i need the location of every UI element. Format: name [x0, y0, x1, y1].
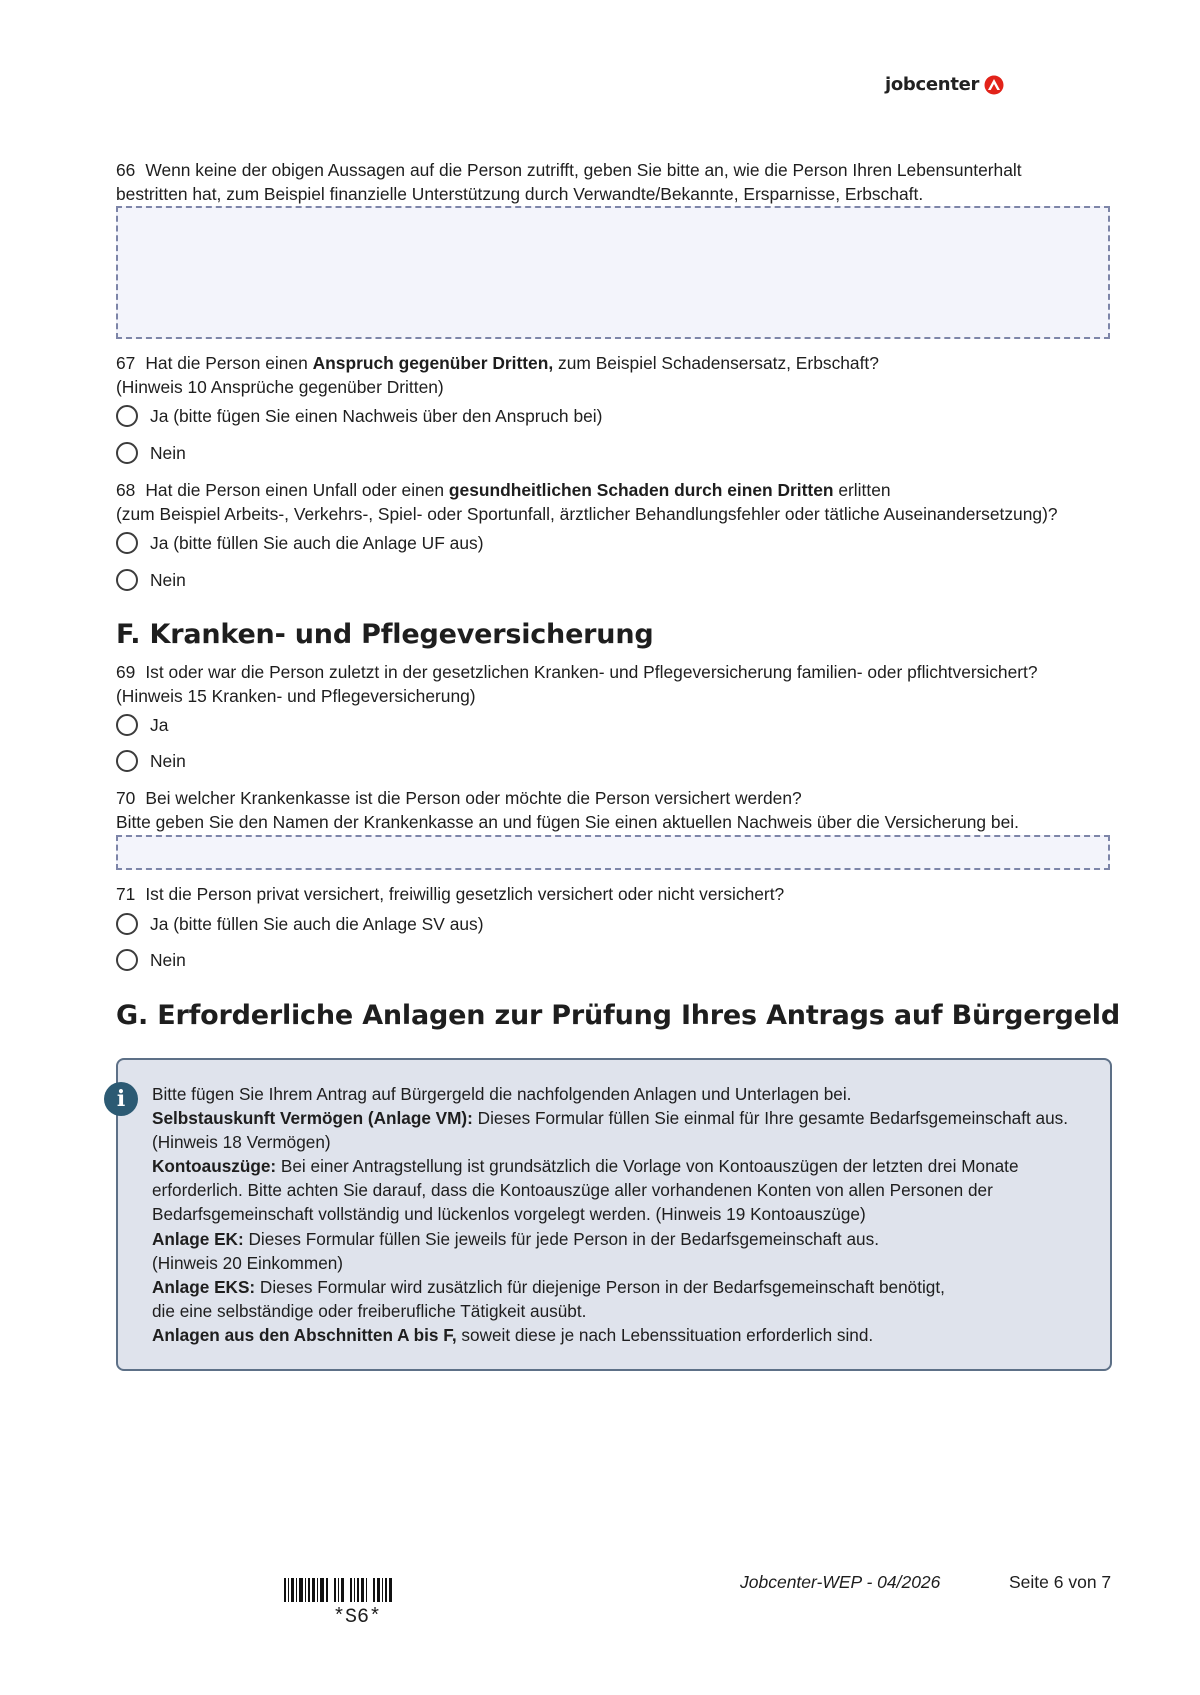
question-text: Bei welcher Krankenkasse ist die Person oder möchte die Person versichert werden?: [145, 788, 802, 808]
q71-option-yes[interactable]: [116, 911, 484, 937]
form-id: Jobcenter-WEP - 04/2026: [740, 1572, 941, 1592]
q68-option-yes[interactable]: [116, 530, 484, 556]
health-insurance-input[interactable]: [116, 835, 1110, 870]
question-text-pre: Hat die Person einen Unfall oder einen: [145, 480, 449, 500]
question-number: 69: [116, 662, 136, 682]
question-text-bold: Anspruch gegenüber Dritten,: [312, 353, 554, 373]
question-text: Ist oder war die Person zuletzt in der gesetzlichen Kranken- und Pflegeversicherung familien- oder pflichtversichert?: [145, 662, 1038, 682]
info-ek: [152, 1227, 1102, 1251]
question-text-post: erlitten: [833, 480, 891, 500]
option-label: Nein: [150, 569, 186, 590]
question-text: Ist die Person privat versichert, freiwillig gesetzlich versichert oder nicht versichert?: [145, 884, 785, 904]
question-text-post: zum Beispiel Schadensersatz, Erbschaft?: [553, 353, 879, 373]
info-vm: [152, 1106, 1102, 1130]
question-text-line2: bestritten hat, zum Beispiel finanzielle Unterstützung durch Verwandte/Bekannte, Ersparnisse, Erbschaft.: [116, 184, 924, 204]
question-text: Wenn keine der obigen Aussagen auf die Person zutrifft, geben Sie bitte an, wie die Person Ihren Lebensunterhalt: [145, 160, 1022, 180]
info-line: die eine selbständige oder freiberufliche Tätigkeit ausübt.: [152, 1300, 587, 1321]
info-desc: Dieses Formular wird zusätzlich für diejenige Person in der Bedarfsgemeinschaft benötigt,: [255, 1276, 945, 1297]
radio-button[interactable]: [116, 750, 138, 772]
info-icon: i: [104, 1082, 138, 1116]
question-66: [116, 158, 1106, 206]
info-hint: (Hinweis 18 Vermögen): [152, 1132, 331, 1153]
info-label: Anlage EKS:: [152, 1276, 256, 1297]
info-label: Anlage EK:: [152, 1228, 244, 1249]
info-label: Kontoauszüge:: [152, 1156, 277, 1177]
section-f-heading: F. Kranken- und Pflegeversicherung: [116, 619, 654, 650]
question-text-bold: gesundheitlichen Schaden durch einen Dritten: [448, 480, 834, 500]
info-konto: [152, 1154, 1102, 1178]
radio-button[interactable]: [116, 714, 138, 736]
info-desc: Dieses Formular füllen Sie jeweils für jede Person in der Bedarfsgemeinschaft aus.: [243, 1228, 879, 1249]
question-67: [116, 351, 1106, 399]
barcode: [284, 1578, 394, 1602]
info-desc: soweit diese je nach Lebenssituation erforderlich sind.: [456, 1324, 874, 1345]
question-69: [116, 660, 1200, 708]
option-label: Ja (bitte füllen Sie auch die Anlage SV aus): [150, 913, 484, 934]
radio-button[interactable]: [116, 405, 138, 427]
page-number: Seite 6 von 7: [1009, 1572, 1112, 1592]
info-text: [152, 1082, 1102, 1347]
question-70: [116, 786, 1200, 834]
info-hint: (Hinweis 20 Einkommen): [152, 1252, 344, 1273]
info-eks: [152, 1275, 1102, 1299]
q67-option-no[interactable]: [116, 440, 186, 466]
info-line: erforderlich. Bitte achten Sie darauf, dass die Kontoauszüge aller vorhandenen Konten von allen Personen der: [152, 1180, 993, 1201]
section-g-heading: G. Erforderliche Anlagen zur Prüfung Ihres Antrags auf Bürgergeld: [116, 1000, 1120, 1031]
info-line: Bedarfsgemeinschaft vollständig und lückenlos vorgelegt werden. (Hinweis 19 Kontoauszüge): [152, 1204, 866, 1225]
option-label: Ja: [150, 714, 169, 735]
question-text-pre: Hat die Person einen: [145, 353, 313, 373]
option-label: Nein: [150, 750, 186, 771]
option-label: Nein: [150, 949, 186, 970]
q69-option-yes[interactable]: [116, 712, 168, 738]
logo-text: jobcenter: [885, 74, 980, 95]
info-label: Selbstauskunft Vermögen (Anlage VM):: [152, 1108, 473, 1129]
question-hint: (Hinweis 10 Ansprüche gegenüber Dritten): [116, 377, 444, 397]
question-text-line2: Bitte geben Sie den Namen der Krankenkasse an und fügen Sie einen aktuellen Nachweis über die Versicherung bei.: [116, 812, 1019, 832]
radio-button[interactable]: [116, 532, 138, 554]
info-desc: Dieses Formular füllen Sie einmal für Ihre gesamte Bedarfsgemeinschaft aus.: [472, 1108, 1069, 1129]
question-number: 68: [116, 480, 136, 500]
question-number: 67: [116, 353, 136, 373]
option-label: Ja (bitte füllen Sie auch die Anlage UF aus): [150, 532, 484, 553]
barcode-text: *S6*: [333, 1606, 382, 1629]
q67-option-yes[interactable]: [116, 403, 602, 429]
radio-button[interactable]: [116, 569, 138, 591]
jobcenter-logo: [885, 74, 1005, 95]
question-71: [116, 882, 1106, 906]
radio-button[interactable]: [116, 949, 138, 971]
info-af: [152, 1323, 1102, 1347]
option-label: Nein: [150, 442, 186, 463]
radio-button[interactable]: [116, 442, 138, 464]
livelihood-textarea[interactable]: [116, 206, 1110, 339]
option-label: Ja (bitte fügen Sie einen Nachweis über den Anspruch bei): [150, 405, 603, 426]
q71-option-no[interactable]: [116, 947, 186, 973]
question-number: 66: [116, 160, 136, 180]
question-number: 71: [116, 884, 136, 904]
info-desc: Bei einer Antragstellung ist grundsätzlich die Vorlage von Kontoauszügen der letzten drei Monate: [276, 1156, 1019, 1177]
info-intro: Bitte fügen Sie Ihrem Antrag auf Bürgergeld die nachfolgenden Anlagen und Unterlagen bei.: [152, 1084, 852, 1104]
question-68: [116, 478, 1200, 526]
question-text-line2: (zum Beispiel Arbeits-, Verkehrs-, Spiel- oder Sportunfall, ärztlicher Behandlungsfehler oder tätliche Auseinandersetzung)?: [116, 504, 1058, 524]
radio-button[interactable]: [116, 913, 138, 935]
ba-arrow-logo-icon: [983, 75, 1005, 95]
question-hint: (Hinweis 15 Kranken- und Pflegeversicherung): [116, 686, 476, 706]
info-label: Anlagen aus den Abschnitten A bis F,: [152, 1324, 457, 1345]
q68-option-no[interactable]: [116, 567, 186, 593]
q69-option-no[interactable]: [116, 748, 186, 774]
question-number: 70: [116, 788, 136, 808]
